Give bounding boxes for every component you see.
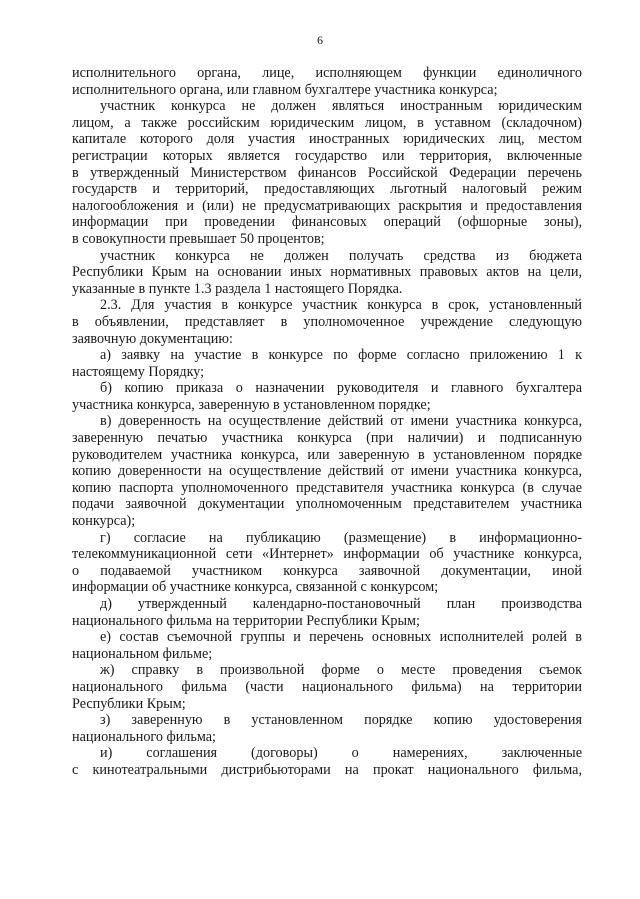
- paragraph: [72, 65, 582, 98]
- text-line: и) соглашения (договоры) о намерениях, заключенные: [100, 745, 582, 762]
- text-line: налогообложения и (или) не предусматривающих раскрытия и предоставления: [72, 197, 582, 214]
- text-line: государств и территорий, предоставляющих льготный налоговый режим: [72, 181, 582, 198]
- text-line: информации при проведении финансовых операций (офшорные зоны),: [72, 214, 582, 231]
- text-line: национальном фильме;: [72, 645, 213, 662]
- text-line: с кинотеатральными дистрибьюторами на прокат национального фильма,: [72, 761, 582, 778]
- paragraph: [72, 297, 582, 347]
- paragraph: [72, 98, 582, 247]
- paragraph: [72, 248, 582, 298]
- text-line: участник конкурса не должен являться иностранным юридическим: [100, 98, 582, 115]
- text-line: участник конкурса не должен получать средства из бюджета: [100, 247, 582, 264]
- text-line: национального фильма на территории Республики Крым;: [72, 612, 420, 629]
- text-line: национального фильма (части национального фильма) на территории: [72, 678, 582, 695]
- text-line: настоящему Порядку;: [72, 363, 205, 380]
- paragraph: [72, 347, 582, 380]
- text-line: подачи заявочной документации уполномоченным представителем участника: [72, 496, 582, 513]
- text-line: з) заверенную в установленном порядке копию удостоверения: [100, 712, 582, 729]
- text-line: в совокупности превышает 50 процентов;: [72, 230, 325, 247]
- text-line: лицом, а также российским юридическим лицом, в уставном (складочном): [72, 114, 582, 131]
- text-line: исполнительного органа, лице, исполняющем функции единоличного: [72, 65, 582, 81]
- text-line: копию паспорта уполномоченного представителя участника конкурса (в случае: [72, 479, 582, 496]
- text-line: о подаваемой участником конкурса заявочной документации, иной: [72, 562, 582, 579]
- page-number: 6: [317, 33, 323, 47]
- text-line: ж) справку в произвольной форме о месте проведения съемок: [100, 662, 582, 679]
- text-line: руководителем участника конкурса, или заверенную в установленном порядке: [72, 446, 582, 463]
- text-line: 2.3. Для участия в конкурсе участник конкурса в срок, установленный: [100, 297, 582, 314]
- text-line: копию доверенности на осуществление действий от имени участника конкурса,: [72, 463, 582, 480]
- text-line: в) доверенность на осуществление действий от имени участника конкурса,: [100, 413, 582, 430]
- text-line: указанные в пункте 1.3 раздела 1 настоящего Порядка.: [72, 280, 403, 297]
- text-line: г) согласие на публикацию (размещение) в информационно-: [100, 529, 582, 546]
- text-line: Республики Крым на основании иных нормативных правовых актов на цели,: [72, 264, 582, 281]
- paragraph: [72, 629, 582, 662]
- text-line: е) состав съемочной группы и перечень основных исполнителей ролей в: [100, 629, 582, 646]
- paragraph: [72, 380, 582, 413]
- paragraph: [72, 712, 582, 745]
- paragraph: [72, 662, 582, 712]
- text-line: а) заявку на участие в конкурсе по форме согласно приложению 1 к: [100, 347, 582, 364]
- text-line: в объявлении, представляет в уполномоченное учреждение следующую: [72, 313, 582, 330]
- text-line: исполнительного органа, или главном бухгалтере участника конкурса;: [72, 81, 498, 98]
- text-line: заявочную документацию:: [72, 330, 233, 347]
- paragraph: [72, 413, 582, 529]
- text-line: Республики Крым;: [72, 695, 186, 712]
- text-line: регистрации которых является государство или территория, включенные: [72, 147, 582, 164]
- text-line: информации об участнике конкурса, связанной с конкурсом;: [72, 579, 439, 596]
- text-line: в утвержденный Министерством финансов Российской Федерации перечень: [72, 164, 582, 181]
- text-line: конкурса);: [72, 513, 136, 530]
- text-line: заверенную печатью участника конкурса (при наличии) и подписанную: [72, 430, 582, 447]
- paragraph: [72, 530, 582, 596]
- document-body: [72, 65, 582, 779]
- paragraph: [72, 745, 582, 778]
- text-line: б) копию приказа о назначении руководителя и главного бухгалтера: [100, 380, 582, 397]
- text-line: телекоммуникационной сети «Интернет» информации об участнике конкурса,: [72, 546, 582, 563]
- paragraph: [72, 596, 582, 629]
- text-line: капитале которого доля участия иностранных юридических лиц, местом: [72, 131, 582, 148]
- text-line: национального фильма;: [72, 728, 216, 745]
- text-line: д) утвержденный календарно-постановочный план производства: [100, 596, 582, 612]
- text-line: участника конкурса, заверенную в установленном порядке;: [72, 396, 431, 413]
